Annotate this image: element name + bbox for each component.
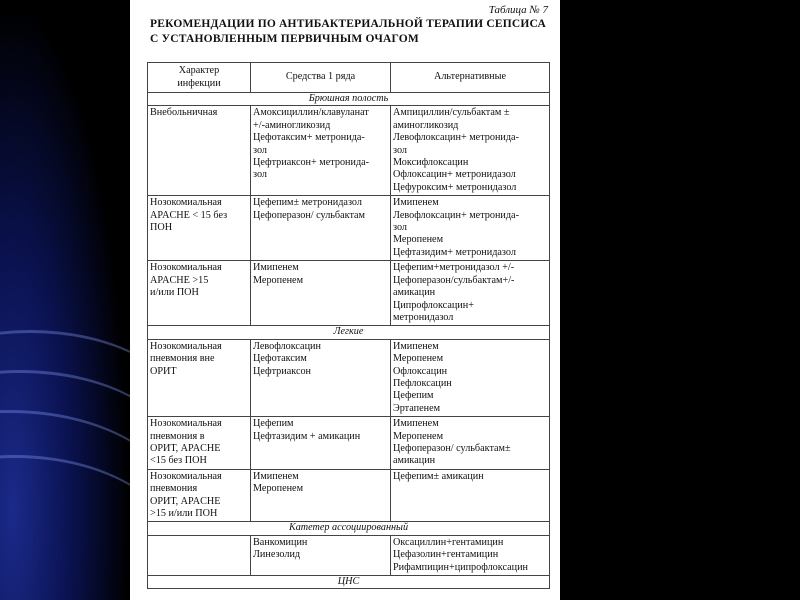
section-title: Катетер ассоциированный — [148, 522, 550, 535]
table-row — [148, 535, 550, 575]
infection-type-cell — [148, 106, 251, 196]
cell-line: Линезолид — [253, 549, 301, 561]
header-infection-type — [148, 63, 251, 93]
cell-line: ОРИТ, APACHE — [150, 495, 221, 507]
cell-line: и/или ПОН — [150, 287, 199, 299]
cell-line: зол — [393, 222, 408, 234]
cell-line: пневмония — [150, 483, 198, 495]
header-line: Характер — [178, 65, 220, 77]
alternative-cell — [391, 417, 550, 470]
cell-line: Меропенем — [393, 234, 444, 246]
cell-line: Цефепим± амикацин — [393, 470, 484, 482]
alternative-cell — [391, 469, 550, 522]
infection-type-cell — [148, 261, 251, 326]
cell-line: Офлоксацин+ метронидазол — [393, 169, 516, 181]
cell-line: пневмония вне — [150, 353, 215, 365]
first-line-cell — [251, 417, 391, 470]
cell-line: ОРИТ, APACHE — [150, 442, 221, 454]
document-page — [130, 0, 560, 600]
first-line-cell — [251, 196, 391, 261]
cell-line: зол — [253, 169, 268, 181]
first-line-cell — [251, 261, 391, 326]
section-title: ЦНС — [148, 576, 550, 589]
cell-line: Цефотаксим — [253, 353, 307, 365]
cell-line: Цефтазидим+ метронидазол — [393, 246, 516, 258]
cell-line: Нозокомиальная — [150, 418, 222, 430]
cell-line: Цефепим+метронидазол +/- — [393, 262, 515, 274]
cell-line: Левофлоксацин+ метронида- — [393, 132, 519, 144]
cell-line: пневмония в — [150, 430, 205, 442]
cell-line: зол — [253, 144, 268, 156]
table-row — [148, 339, 550, 416]
section-title: Легкие — [148, 326, 550, 339]
cell-line: Имипенем — [253, 470, 299, 482]
section-row — [148, 576, 550, 589]
cell-line: Офлоксацин — [393, 365, 448, 377]
title-line: С УСТАНОВЛЕННЫМ ПЕРВИЧНЫМ ОЧАГОМ — [150, 33, 419, 45]
header-row — [148, 63, 550, 93]
document-title — [150, 17, 550, 47]
table-row — [148, 261, 550, 326]
cell-line: Цефазолин+гентамицин — [393, 549, 499, 561]
cell-line: аминогликозид — [393, 119, 459, 131]
therapy-table — [147, 62, 550, 589]
cell-line: Нозокомиальная — [150, 262, 222, 274]
cell-line: Нозокомиальная — [150, 197, 222, 209]
cell-line: Цефтазидим + амикацин — [253, 430, 361, 442]
cell-line: Внебольничная — [150, 107, 218, 119]
cell-line: Меропенем — [393, 430, 444, 442]
infection-type-cell — [148, 417, 251, 470]
cell-line: Ванкомицин — [253, 536, 308, 548]
alternative-cell — [391, 535, 550, 575]
cell-line: Цефепим — [393, 390, 434, 402]
section-row — [148, 326, 550, 339]
cell-line: Меропенем — [253, 483, 304, 495]
table-number: Таблица № 7 — [488, 4, 548, 16]
section-row — [148, 93, 550, 106]
table-row — [148, 196, 550, 261]
table-row — [148, 469, 550, 522]
cell-line: Меропенем — [253, 274, 304, 286]
cell-line: Имипенем — [393, 340, 439, 352]
infection-type-cell — [148, 196, 251, 261]
alternative-cell — [391, 196, 550, 261]
background-left-decoration — [0, 0, 130, 600]
cell-line: Цефотаксим+ метронида- — [253, 132, 365, 144]
cell-line: ПОН — [150, 222, 173, 234]
cell-line: зол — [393, 144, 408, 156]
cell-line: Цефтриаксон+ метронида- — [253, 157, 370, 169]
alternative-cell — [391, 261, 550, 326]
cell-line: Цефтриаксон — [253, 365, 312, 377]
cell-line: амикацин — [393, 455, 436, 467]
cell-line: Цефоперазон/ сульбактам — [253, 209, 366, 221]
cell-line: Меропенем — [393, 353, 444, 365]
cell-line: Имипенем — [253, 262, 299, 274]
table-row — [148, 106, 550, 196]
header-first-line: Средства 1 ряда — [251, 63, 391, 93]
cell-line: Левофлоксацин — [253, 340, 321, 352]
cell-line: Цефуроксим+ метронидазол — [393, 181, 517, 193]
cell-line: >15 и/или ПОН — [150, 508, 218, 519]
cell-line: Амоксициллин/клавуланат — [253, 107, 369, 119]
cell-line: <15 без ПОН — [150, 455, 207, 467]
infection-type-cell — [148, 535, 251, 575]
cell-line: Имипенем — [393, 197, 439, 209]
header-alternative: Альтернативные — [391, 63, 550, 93]
alternative-cell — [391, 339, 550, 416]
cell-line: APACHE >15 — [150, 274, 209, 286]
cell-line: Ципрофлоксацин+ — [393, 299, 474, 311]
alternative-cell — [391, 106, 550, 196]
cell-line: Нозокомиальная — [150, 340, 222, 352]
section-title: Брюшная полость — [148, 93, 550, 106]
cell-line: Имипенем — [393, 418, 439, 430]
cell-line: Цефоперазон/сульбактам+/- — [393, 274, 515, 286]
cell-line: амикацин — [393, 287, 436, 299]
cell-line: Рифампицин+ципрофлоксацин — [393, 561, 528, 573]
infection-type-cell — [148, 469, 251, 522]
cell-line: Моксифлоксацин — [393, 157, 469, 169]
cell-line: Пефлоксацин — [393, 377, 452, 389]
header-line: инфекции — [177, 77, 221, 89]
first-line-cell — [251, 106, 391, 196]
first-line-cell — [251, 535, 391, 575]
title-line: РЕКОМЕНДАЦИИ ПО АНТИБАКТЕРИАЛЬНОЙ ТЕРАПИИ СЕПСИСА — [150, 18, 546, 30]
cell-line: Эртапенем — [393, 402, 441, 414]
background-right — [560, 0, 800, 600]
cell-line: Левофлоксацин+ метронида- — [393, 209, 519, 221]
table-row — [148, 417, 550, 470]
infection-type-cell — [148, 339, 251, 416]
cell-line: Цефепим± метронидазол — [253, 197, 362, 209]
cell-line: Ампициллин/сульбактам ± — [393, 107, 510, 119]
cell-line: APACHE < 15 без — [150, 209, 228, 221]
cell-line: Оксациллин+гентамицин — [393, 536, 504, 548]
cell-line: Цефоперазон/ сульбактам± — [393, 442, 511, 454]
cell-line: ОРИТ — [150, 365, 177, 377]
cell-line: +/-аминогликозид — [253, 119, 331, 131]
first-line-cell — [251, 469, 391, 522]
cell-line: Цефепим — [253, 418, 294, 430]
cell-line: Нозокомиальная — [150, 470, 222, 482]
first-line-cell — [251, 339, 391, 416]
cell-line: метронидазол — [393, 311, 454, 323]
section-row — [148, 522, 550, 535]
